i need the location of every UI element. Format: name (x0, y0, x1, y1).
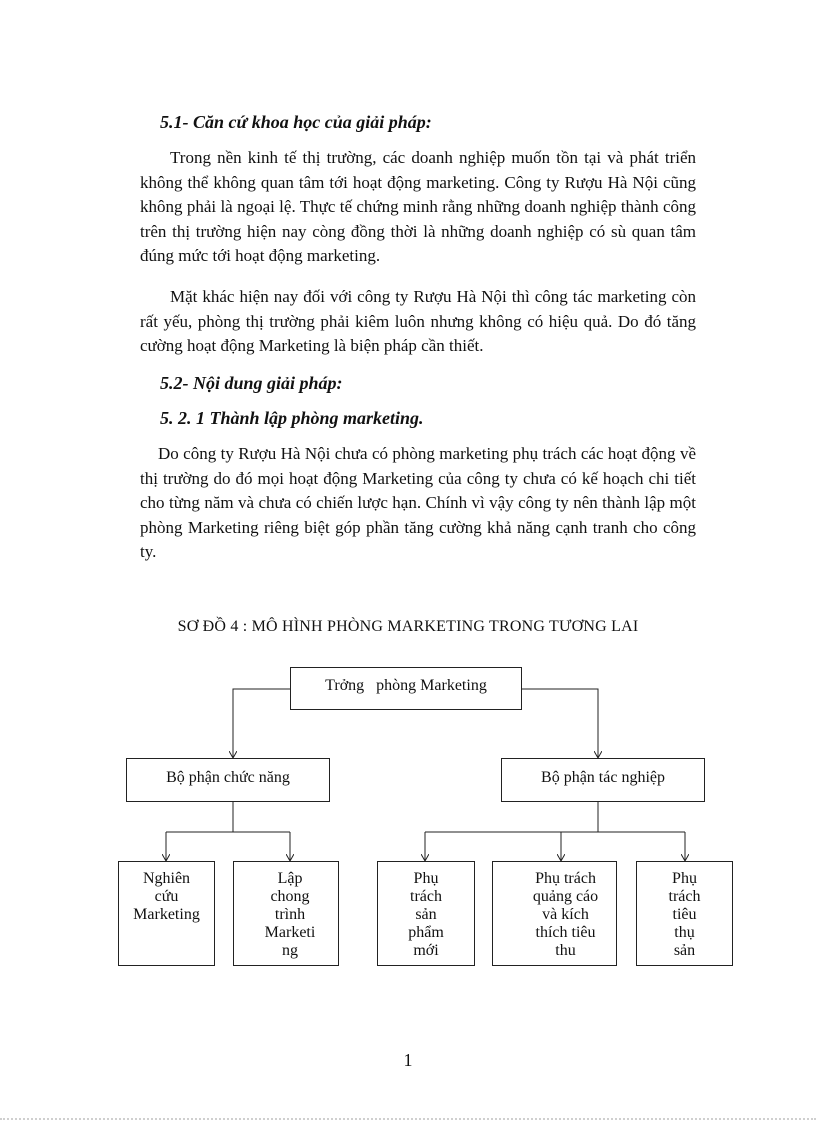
leaf-line: Phụ (413, 870, 439, 887)
leaf-line: thụ (674, 924, 695, 941)
org-leaf-research-box (118, 861, 215, 966)
leaf-line: trách (668, 888, 701, 905)
leaf-line: Marketi (264, 924, 316, 941)
leaf-line: Phụ trách (535, 870, 596, 887)
leaf-line: phẩm (408, 924, 444, 941)
leaf-line: Nghiên (142, 870, 191, 887)
org-leaf-sales-box (636, 861, 733, 966)
section-5-1-heading: 5.1- Căn cứ khoa học của giải pháp: (160, 112, 432, 132)
org-left-department-box (126, 758, 330, 802)
leaf-line: và kích (542, 906, 589, 923)
paragraph-text: Do công ty Rượu Hà Nội chưa có phòng marketing phụ trách các hoạt động về thị trường do đó mọi hoạt động Marketing của công ty chưa có kế hoạch chi tiết cho từng năm và chưa có chiến lược hạn. Chính vì vậy công ty nên thành lập một phòng Marketing riêng biệt góp phần tăng cường khả năng cạnh tranh cho công ty. (140, 444, 696, 561)
leaf-line: quảng cáo (532, 888, 599, 905)
leaf-line: cứu (154, 888, 179, 905)
leaf-line: tiêu (672, 906, 697, 923)
leaf-line: trách (410, 888, 442, 905)
leaf-line: mới (413, 942, 439, 959)
section-5-2-1-heading: 5. 2. 1 Thành lập phòng marketing. (160, 408, 424, 428)
leaf-line: trình (274, 906, 306, 923)
org-right-department-box (501, 758, 705, 802)
org-left-department-label: Bộ phận chức năng (166, 769, 290, 786)
leaf-line: chong (270, 888, 310, 905)
leaf-line: Marketing (133, 906, 200, 923)
leaf-line: thu (555, 942, 576, 959)
page-footer-border (0, 1118, 816, 1120)
org-leaf-advertising-box (492, 861, 617, 966)
page-number: 1 (403, 1050, 413, 1070)
leaf-line: thích tiêu (535, 924, 596, 941)
leaf-line: sản (415, 906, 437, 923)
paragraph-text: Trong nền kinh tế thị trường, các doanh nghiệp muốn tồn tại và phát triển không thể không quan tâm tới hoạt động marketing. Công ty Rượu Hà Nội cũng không phải là ngoại lệ. Thực tế chứng minh rằng những doanh nghiệp thành công trên thị trường hiện nay còng đồng thời là những doanh nghiệp có sù quan tâm đúng mức tới hoạt động marketing. (140, 148, 696, 265)
org-leaf-planning-box (233, 861, 339, 966)
org-root-label: Trởng phòng Marketing (325, 677, 487, 694)
leaf-line: ng (282, 942, 298, 959)
leaf-line: Lập (277, 870, 303, 887)
leaf-line: sản (673, 942, 696, 959)
org-leaf-new-product-box (377, 861, 475, 966)
leaf-line: Phụ (672, 870, 697, 887)
org-right-department-label: Bộ phận tác nghiệp (541, 769, 665, 786)
paragraph-text: Mặt khác hiện nay đối với công ty Rượu Hà Nội thì công tác marketing còn rất yếu, phòng thị trường phải kiêm luôn nhưng không có hiệu quả. Do đó tăng cường hoạt động Marketing là biện pháp cần thiết. (140, 287, 696, 355)
org-root-box (290, 667, 522, 710)
section-5-2-heading: 5.2- Nội dung giải pháp: (160, 373, 343, 393)
diagram-title: SƠ ĐỒ 4 : MÔ HÌNH PHÒNG MARKETING TRONG TƯƠNG LAI (177, 618, 639, 635)
